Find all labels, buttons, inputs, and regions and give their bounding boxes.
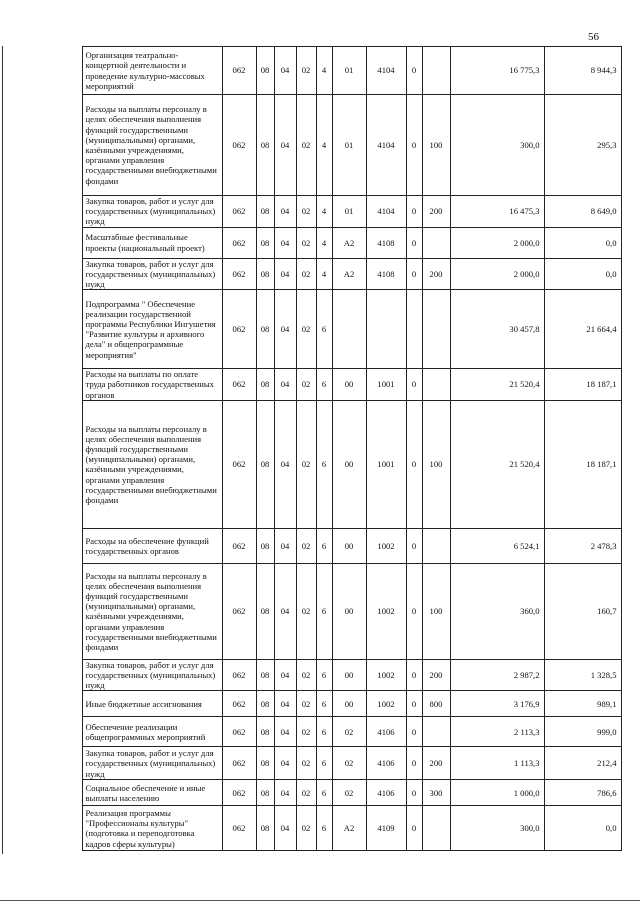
code-cell: 02 bbox=[296, 780, 316, 806]
code-cell: 062 bbox=[222, 528, 256, 563]
code-cell: 6 bbox=[316, 659, 332, 691]
code-cell: А2 bbox=[332, 227, 366, 258]
amount-cell: 989,1 bbox=[544, 691, 621, 717]
amount-cell: 300,0 bbox=[450, 95, 544, 196]
code-cell: 04 bbox=[274, 258, 296, 290]
table-row bbox=[58, 528, 621, 563]
row-name-cell: Расходы на выплаты персоналу в целях обеспечения выполнения функций государственными (муниципальными) органами, казёнными учреждениями, органами управления государственными внебюджетными фондами bbox=[82, 400, 222, 528]
code-cell: 200 bbox=[422, 659, 450, 691]
code-cell: 100 bbox=[422, 95, 450, 196]
code-cell: 4109 bbox=[366, 806, 406, 851]
code-cell: 062 bbox=[222, 369, 256, 401]
table-row bbox=[58, 400, 621, 528]
code-cell: 4 bbox=[316, 227, 332, 258]
amount-cell: 2 000,0 bbox=[450, 258, 544, 290]
row-gap-cell bbox=[58, 290, 82, 369]
amount-cell: 0,0 bbox=[544, 806, 621, 851]
code-cell: 6 bbox=[316, 369, 332, 401]
code-cell: 0 bbox=[406, 717, 422, 747]
amount-cell: 3 176,9 bbox=[450, 691, 544, 717]
row-name-cell: Расходы на обеспечение функций государственных органов bbox=[82, 528, 222, 563]
amount-cell: 1 113,3 bbox=[450, 747, 544, 780]
amount-cell: 0,0 bbox=[544, 227, 621, 258]
code-cell: 0 bbox=[406, 563, 422, 659]
code-cell bbox=[422, 369, 450, 401]
row-name-cell: Расходы на выплаты персоналу в целях обеспечения выполнения функций государственными (муниципальными) органами, казёнными учреждениями, органами управления государственными внебюджетными фондами bbox=[82, 95, 222, 196]
code-cell: 062 bbox=[222, 400, 256, 528]
code-cell: 6 bbox=[316, 400, 332, 528]
code-cell: 4106 bbox=[366, 780, 406, 806]
code-cell: 4104 bbox=[366, 47, 406, 95]
code-cell: 02 bbox=[296, 747, 316, 780]
code-cell: 02 bbox=[296, 400, 316, 528]
table-row bbox=[58, 563, 621, 659]
code-cell: 4 bbox=[316, 95, 332, 196]
code-cell: 062 bbox=[222, 563, 256, 659]
code-cell: 04 bbox=[274, 806, 296, 851]
row-name-cell: Реализация программы "Профессионалы культуры" (подготовка и переподготовка кадров сферы культуры) bbox=[82, 806, 222, 851]
code-cell: 062 bbox=[222, 659, 256, 691]
code-cell: 08 bbox=[256, 717, 274, 747]
code-cell: 0 bbox=[406, 780, 422, 806]
row-name-cell: Социальное обеспечение и иные выплаты населению bbox=[82, 780, 222, 806]
amount-cell: 16 775,3 bbox=[450, 47, 544, 95]
code-cell: 08 bbox=[256, 196, 274, 228]
code-cell: 1001 bbox=[366, 400, 406, 528]
code-cell: 062 bbox=[222, 47, 256, 95]
table-row bbox=[58, 717, 621, 747]
code-cell: 01 bbox=[332, 95, 366, 196]
code-cell: 00 bbox=[332, 528, 366, 563]
code-cell: 00 bbox=[332, 659, 366, 691]
row-name-cell: Закупка товаров, работ и услуг для государственных (муниципальных) нужд bbox=[82, 196, 222, 228]
code-cell: 6 bbox=[316, 563, 332, 659]
code-cell: 100 bbox=[422, 400, 450, 528]
row-gap-cell bbox=[58, 780, 82, 806]
code-cell bbox=[332, 290, 366, 369]
code-cell: 08 bbox=[256, 747, 274, 780]
table-row bbox=[58, 659, 621, 691]
amount-cell: 2 987,2 bbox=[450, 659, 544, 691]
code-cell: 0 bbox=[406, 47, 422, 95]
code-cell: 062 bbox=[222, 258, 256, 290]
code-cell: 1001 bbox=[366, 369, 406, 401]
row-name-cell: Закупка товаров, работ и услуг для государственных (муниципальных) нужд bbox=[82, 747, 222, 780]
code-cell: 08 bbox=[256, 227, 274, 258]
code-cell: 02 bbox=[296, 196, 316, 228]
code-cell: 062 bbox=[222, 290, 256, 369]
code-cell: 6 bbox=[316, 747, 332, 780]
code-cell: 4 bbox=[316, 47, 332, 95]
code-cell: 08 bbox=[256, 691, 274, 717]
amount-cell: 21 520,4 bbox=[450, 400, 544, 528]
code-cell: 0 bbox=[406, 806, 422, 851]
code-cell: 01 bbox=[332, 47, 366, 95]
code-cell: 08 bbox=[256, 528, 274, 563]
code-cell: 4106 bbox=[366, 747, 406, 780]
code-cell: 08 bbox=[256, 659, 274, 691]
table-body bbox=[58, 47, 621, 851]
code-cell: 02 bbox=[296, 290, 316, 369]
row-gap-cell bbox=[58, 717, 82, 747]
code-cell: 0 bbox=[406, 369, 422, 401]
amount-cell: 300,0 bbox=[450, 806, 544, 851]
code-cell: 04 bbox=[274, 400, 296, 528]
code-cell: 04 bbox=[274, 227, 296, 258]
code-cell: 04 bbox=[274, 290, 296, 369]
amount-cell: 18 187,1 bbox=[544, 369, 621, 401]
code-cell: 1002 bbox=[366, 528, 406, 563]
code-cell: 6 bbox=[316, 290, 332, 369]
amount-cell: 0,0 bbox=[544, 258, 621, 290]
table-row bbox=[58, 747, 621, 780]
code-cell bbox=[422, 528, 450, 563]
code-cell: 200 bbox=[422, 258, 450, 290]
code-cell: 0 bbox=[406, 258, 422, 290]
code-cell: 08 bbox=[256, 369, 274, 401]
amount-cell: 21 664,4 bbox=[544, 290, 621, 369]
amount-cell: 360,0 bbox=[450, 563, 544, 659]
amount-cell: 295,3 bbox=[544, 95, 621, 196]
code-cell: 1002 bbox=[366, 659, 406, 691]
code-cell: 4108 bbox=[366, 258, 406, 290]
amount-cell: 160,7 bbox=[544, 563, 621, 659]
code-cell: 6 bbox=[316, 806, 332, 851]
code-cell: 08 bbox=[256, 290, 274, 369]
code-cell: 02 bbox=[296, 563, 316, 659]
code-cell: 04 bbox=[274, 780, 296, 806]
amount-cell: 16 475,3 bbox=[450, 196, 544, 228]
amount-cell: 21 520,4 bbox=[450, 369, 544, 401]
code-cell: 02 bbox=[296, 258, 316, 290]
code-cell: 08 bbox=[256, 47, 274, 95]
row-gap-cell bbox=[58, 400, 82, 528]
table-row bbox=[58, 95, 621, 196]
code-cell: 04 bbox=[274, 659, 296, 691]
code-cell: 00 bbox=[332, 691, 366, 717]
code-cell: 6 bbox=[316, 717, 332, 747]
row-gap-cell bbox=[58, 227, 82, 258]
code-cell: 062 bbox=[222, 717, 256, 747]
code-cell: 0 bbox=[406, 196, 422, 228]
code-cell: 062 bbox=[222, 747, 256, 780]
code-cell: А2 bbox=[332, 806, 366, 851]
code-cell: 4 bbox=[316, 258, 332, 290]
code-cell: 4104 bbox=[366, 196, 406, 228]
code-cell: 0 bbox=[406, 528, 422, 563]
page-left-border bbox=[2, 46, 3, 854]
code-cell: 062 bbox=[222, 227, 256, 258]
amount-cell: 6 524,1 bbox=[450, 528, 544, 563]
row-gap-cell bbox=[58, 47, 82, 95]
code-cell: 04 bbox=[274, 528, 296, 563]
row-name-cell: Подпрограмма " Обеспечение реализации государственной программы Республики Ингушетия "Развитие культуры и архивного дела" и общепрограммные мероприятия" bbox=[82, 290, 222, 369]
row-gap-cell bbox=[58, 95, 82, 196]
code-cell bbox=[366, 290, 406, 369]
table-row bbox=[58, 290, 621, 369]
code-cell: 062 bbox=[222, 196, 256, 228]
table-row bbox=[58, 369, 621, 401]
row-name-cell: Иные бюджетные ассигнования bbox=[82, 691, 222, 717]
code-cell: 4104 bbox=[366, 95, 406, 196]
code-cell: 00 bbox=[332, 400, 366, 528]
code-cell: 08 bbox=[256, 95, 274, 196]
table-row bbox=[58, 47, 621, 95]
row-gap-cell bbox=[58, 369, 82, 401]
code-cell: 800 bbox=[422, 691, 450, 717]
table-row bbox=[58, 806, 621, 851]
row-name-cell: Организация театрально-концертной деятельности и проведение культурно-массовых мероприятий bbox=[82, 47, 222, 95]
amount-cell: 2 113,3 bbox=[450, 717, 544, 747]
code-cell: 0 bbox=[406, 95, 422, 196]
code-cell: 02 bbox=[296, 806, 316, 851]
row-gap-cell bbox=[58, 563, 82, 659]
row-name-cell: Расходы на выплаты персоналу в целях обеспечения выполнения функций государственными (муниципальными) органами, казёнными учреждениями, органами управления государственными внебюджетными фондами bbox=[82, 563, 222, 659]
code-cell: 300 bbox=[422, 780, 450, 806]
amount-cell: 786,6 bbox=[544, 780, 621, 806]
table-row bbox=[58, 780, 621, 806]
code-cell: 02 bbox=[296, 369, 316, 401]
code-cell: 200 bbox=[422, 196, 450, 228]
code-cell bbox=[422, 717, 450, 747]
row-gap-cell bbox=[58, 747, 82, 780]
table-row bbox=[58, 227, 621, 258]
code-cell: 04 bbox=[274, 563, 296, 659]
row-gap-cell bbox=[58, 691, 82, 717]
code-cell: 04 bbox=[274, 47, 296, 95]
code-cell: 02 bbox=[296, 528, 316, 563]
code-cell: 4108 bbox=[366, 227, 406, 258]
row-gap-cell bbox=[58, 659, 82, 691]
row-name-cell: Расходы на выплаты по оплате труда работников государственных органов bbox=[82, 369, 222, 401]
row-gap-cell bbox=[58, 196, 82, 228]
row-name-cell: Обеспечение реализации общепрограммных мероприятий bbox=[82, 717, 222, 747]
code-cell: 02 bbox=[332, 747, 366, 780]
code-cell: 6 bbox=[316, 691, 332, 717]
row-name-cell: Закупка товаров, работ и услуг для государственных (муниципальных) нужд bbox=[82, 258, 222, 290]
code-cell: 02 bbox=[296, 717, 316, 747]
code-cell: 08 bbox=[256, 806, 274, 851]
code-cell: 02 bbox=[296, 691, 316, 717]
row-name-cell: Закупка товаров, работ и услуг для государственных (муниципальных) нужд bbox=[82, 659, 222, 691]
row-name-cell: Масштабные фестивальные проекты (национальный проект) bbox=[82, 227, 222, 258]
code-cell: 04 bbox=[274, 691, 296, 717]
code-cell: 1002 bbox=[366, 691, 406, 717]
code-cell: 04 bbox=[274, 369, 296, 401]
code-cell: 062 bbox=[222, 806, 256, 851]
code-cell: 1002 bbox=[366, 563, 406, 659]
code-cell: 0 bbox=[406, 400, 422, 528]
table-row bbox=[58, 196, 621, 228]
code-cell: 0 bbox=[406, 691, 422, 717]
code-cell: 01 bbox=[332, 196, 366, 228]
code-cell: 062 bbox=[222, 780, 256, 806]
code-cell: 04 bbox=[274, 95, 296, 196]
amount-cell: 1 328,5 bbox=[544, 659, 621, 691]
code-cell: 00 bbox=[332, 563, 366, 659]
code-cell: 08 bbox=[256, 563, 274, 659]
row-gap-cell bbox=[58, 806, 82, 851]
code-cell: 4106 bbox=[366, 717, 406, 747]
code-cell: 08 bbox=[256, 400, 274, 528]
amount-cell: 30 457,8 bbox=[450, 290, 544, 369]
table-row bbox=[58, 258, 621, 290]
code-cell: 04 bbox=[274, 717, 296, 747]
code-cell: 08 bbox=[256, 258, 274, 290]
code-cell bbox=[422, 227, 450, 258]
code-cell: А2 bbox=[332, 258, 366, 290]
code-cell: 02 bbox=[296, 659, 316, 691]
code-cell: 0 bbox=[406, 227, 422, 258]
row-gap-cell bbox=[58, 528, 82, 563]
amount-cell: 8 649,0 bbox=[544, 196, 621, 228]
code-cell: 04 bbox=[274, 747, 296, 780]
page-number: 56 bbox=[588, 31, 599, 43]
code-cell: 0 bbox=[406, 659, 422, 691]
code-cell: 02 bbox=[296, 95, 316, 196]
code-cell bbox=[422, 47, 450, 95]
amount-cell: 212,4 bbox=[544, 747, 621, 780]
row-gap-cell bbox=[58, 258, 82, 290]
amount-cell: 2 478,3 bbox=[544, 528, 621, 563]
amount-cell: 18 187,1 bbox=[544, 400, 621, 528]
table-row bbox=[58, 691, 621, 717]
amount-cell: 1 000,0 bbox=[450, 780, 544, 806]
code-cell bbox=[406, 290, 422, 369]
code-cell: 04 bbox=[274, 196, 296, 228]
budget-table bbox=[58, 46, 622, 851]
amount-cell: 2 000,0 bbox=[450, 227, 544, 258]
code-cell: 02 bbox=[296, 47, 316, 95]
code-cell: 6 bbox=[316, 780, 332, 806]
code-cell: 08 bbox=[256, 780, 274, 806]
code-cell bbox=[422, 290, 450, 369]
code-cell: 00 bbox=[332, 369, 366, 401]
amount-cell: 999,0 bbox=[544, 717, 621, 747]
code-cell: 02 bbox=[332, 780, 366, 806]
code-cell: 02 bbox=[296, 227, 316, 258]
code-cell: 4 bbox=[316, 196, 332, 228]
code-cell: 062 bbox=[222, 95, 256, 196]
code-cell: 02 bbox=[332, 717, 366, 747]
amount-cell: 8 944,3 bbox=[544, 47, 621, 95]
code-cell: 100 bbox=[422, 563, 450, 659]
code-cell: 0 bbox=[406, 747, 422, 780]
code-cell: 6 bbox=[316, 528, 332, 563]
code-cell bbox=[422, 806, 450, 851]
page-bottom-line bbox=[0, 900, 640, 901]
code-cell: 200 bbox=[422, 747, 450, 780]
code-cell: 062 bbox=[222, 691, 256, 717]
